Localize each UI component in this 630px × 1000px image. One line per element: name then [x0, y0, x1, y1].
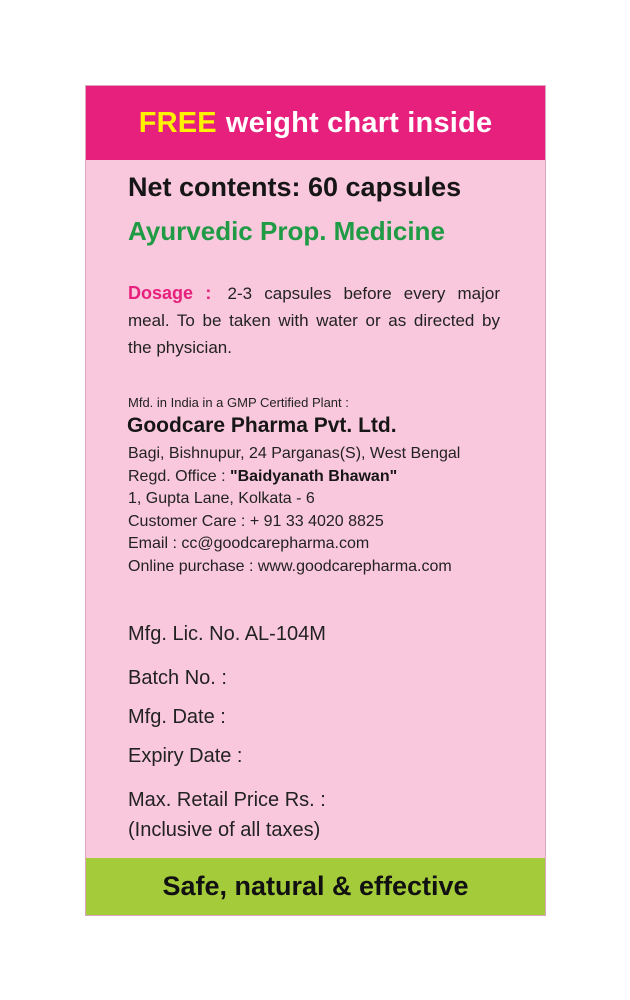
factory-address: Bagi, Bishnupur, 24 Parganas(S), West Bengal — [128, 445, 461, 462]
gmp-note: Mfd. in India in a GMP Certified Plant : — [128, 395, 349, 410]
banner-text: weight chart inside — [225, 106, 493, 139]
email: Email : cc@goodcarepharma.com — [128, 535, 370, 552]
mfg-date: Mfg. Date : — [128, 706, 226, 728]
free-weight-chart-banner — [86, 86, 545, 160]
office-label: Regd. Office : — [128, 467, 230, 485]
registered-office — [128, 466, 460, 489]
license-number: Mfg. Lic. No. AL-104M — [128, 623, 326, 645]
office-name: "Baidyanath Bhawan" — [229, 467, 398, 485]
free-text: FREE — [138, 106, 217, 139]
dosage-block — [128, 280, 500, 361]
dosage-text: 2-3 capsules before every major meal. To be taken with water or as directed by the physician. — [128, 284, 500, 357]
manufacturer-details — [128, 443, 460, 578]
tagline: Safe, natural & effective — [162, 871, 469, 901]
online-purchase: Online purchase : www.goodcarepharma.com — [128, 557, 452, 575]
tagline-banner — [86, 858, 545, 915]
tax-note: (Inclusive of all taxes) — [128, 819, 321, 841]
batch-number: Batch No. : — [128, 667, 227, 689]
company-name: Goodcare Pharma Pvt. Ltd. — [127, 414, 397, 437]
product-label — [85, 85, 546, 916]
medicine-type: Ayurvedic Prop. Medicine — [128, 216, 445, 246]
office-address: 1, Gupta Lane, Kolkata - 6 — [128, 490, 315, 507]
dosage-label: Dosage : — [128, 283, 212, 303]
net-contents: Net contents: 60 capsules — [128, 172, 462, 202]
expiry-date: Expiry Date : — [128, 745, 243, 767]
max-retail-price: Max. Retail Price Rs. : — [128, 789, 326, 811]
customer-care: Customer Care : + 91 33 4020 8825 — [128, 512, 384, 530]
